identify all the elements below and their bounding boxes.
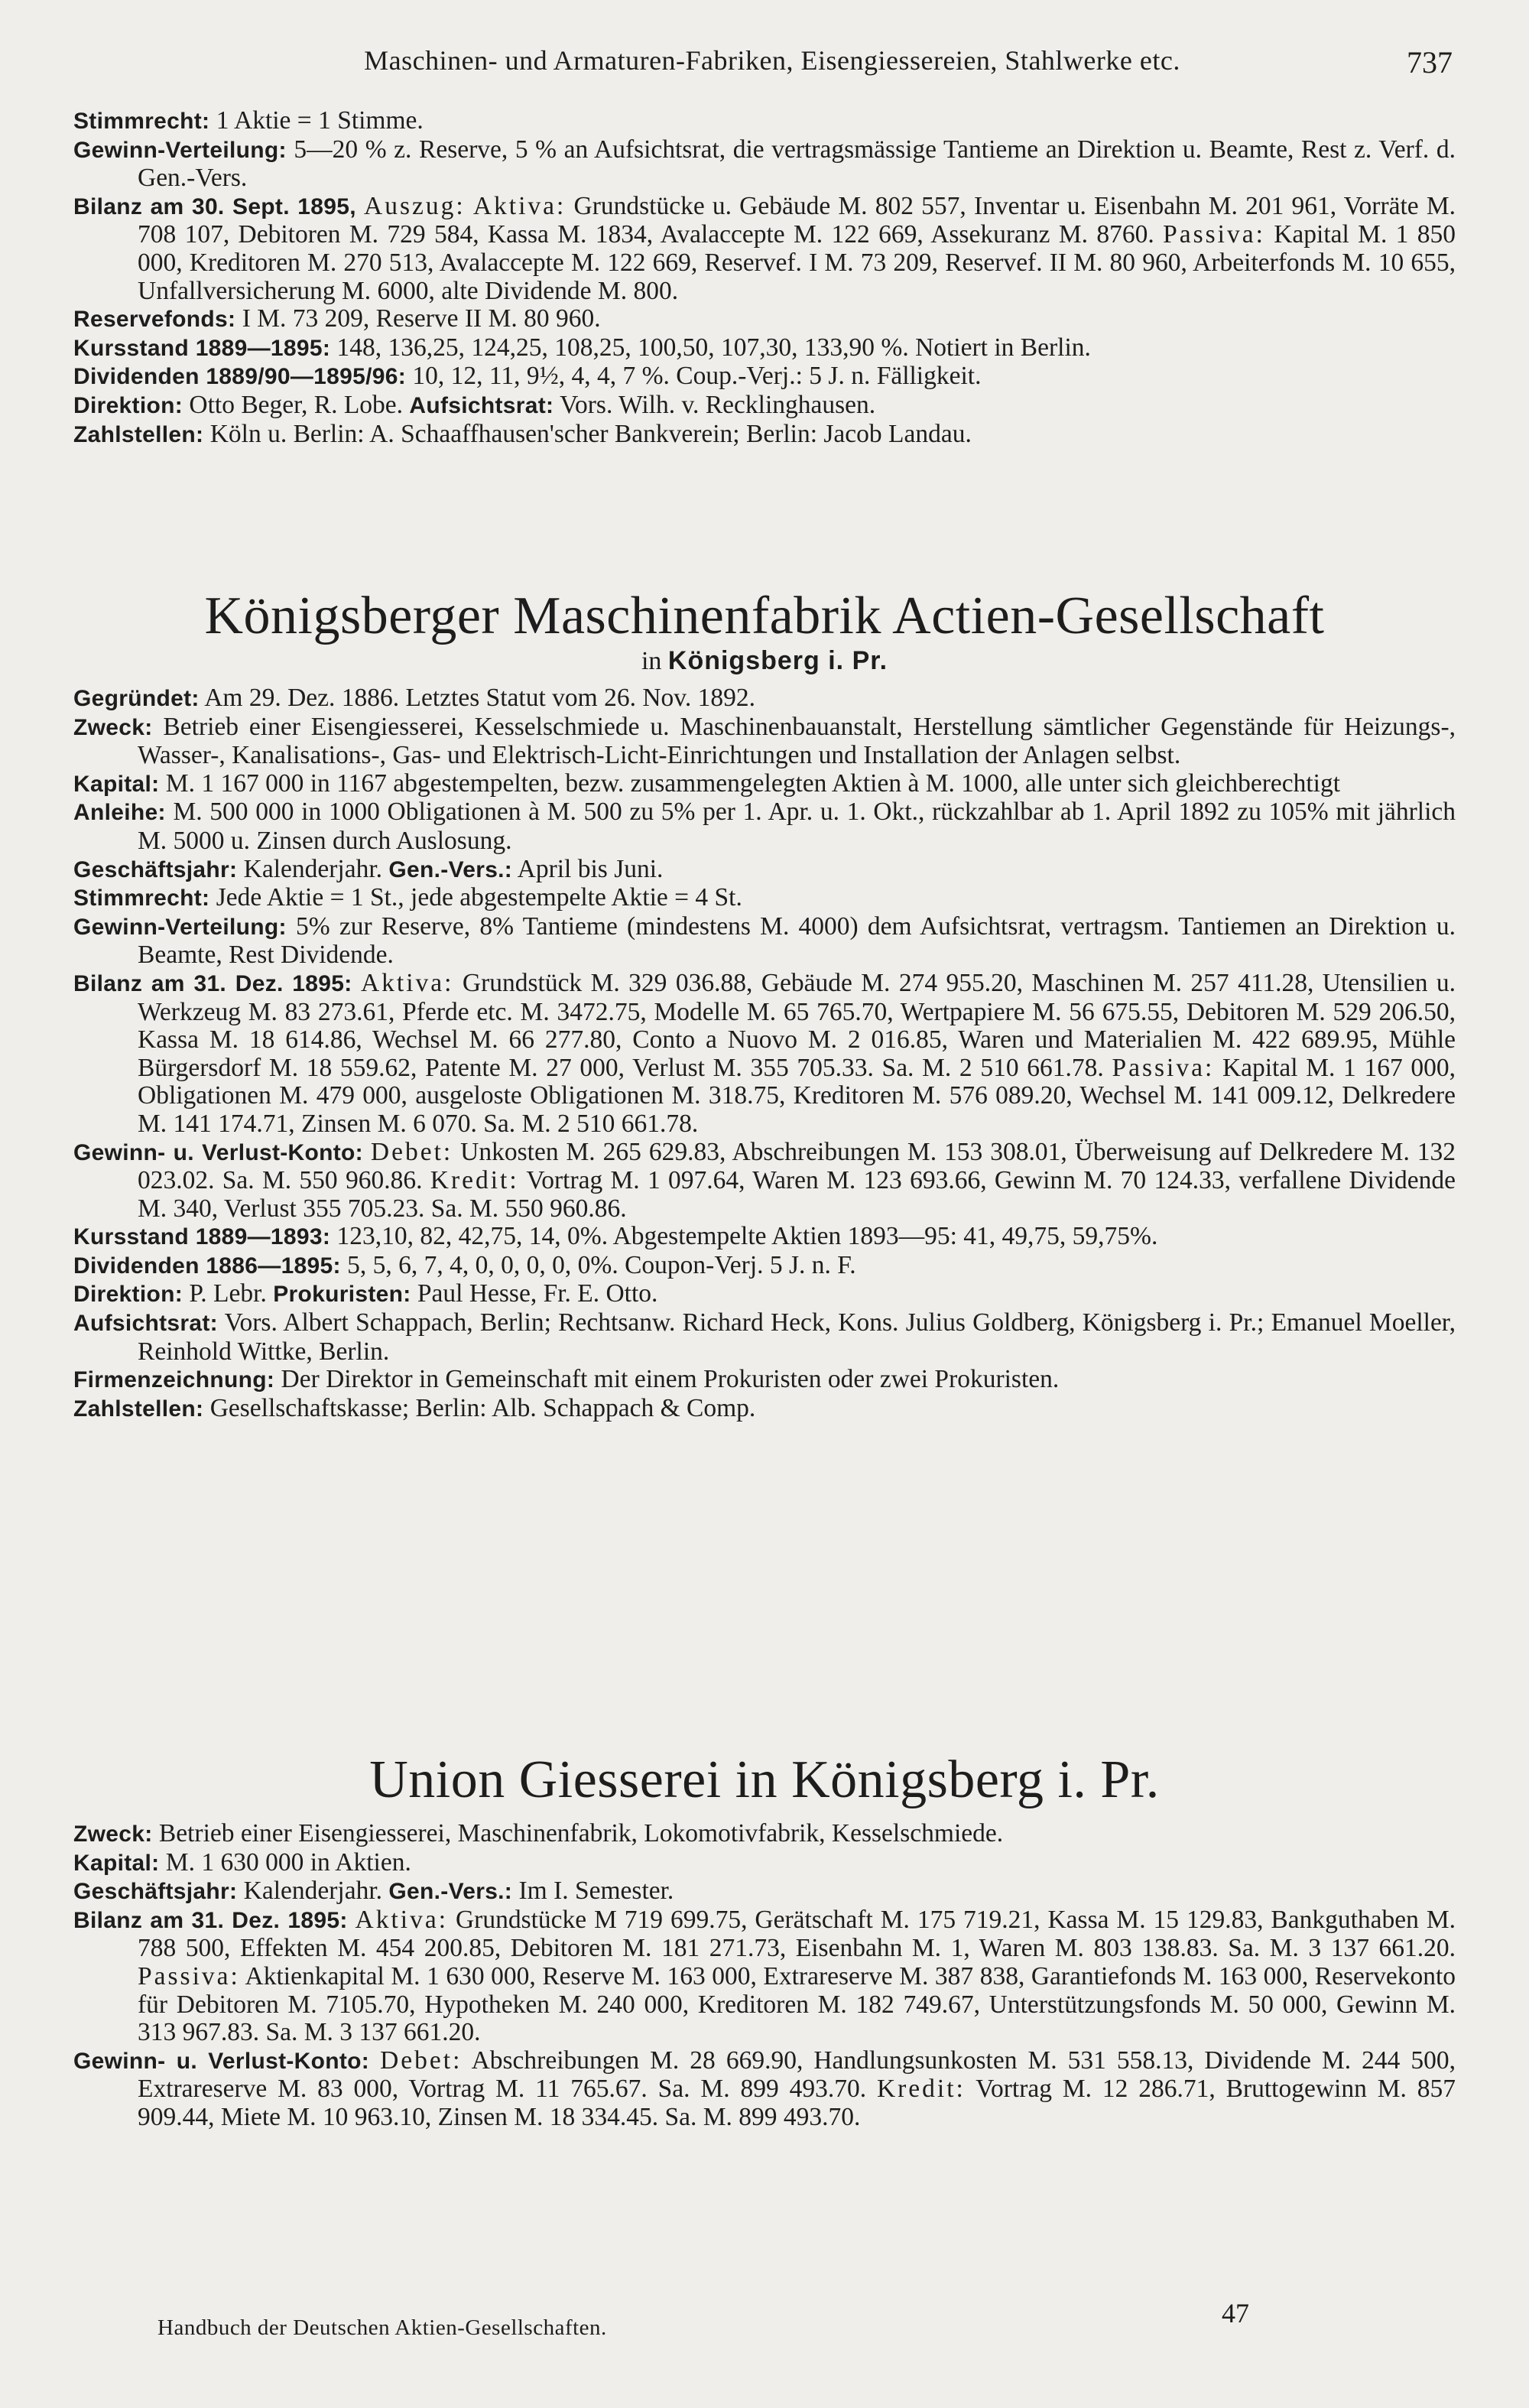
entry-stimmrecht: Stimmrecht: 1 Aktie = 1 Stimme. bbox=[73, 106, 424, 135]
entry-stimmrecht: Stimmrecht: Jede Aktie = 1 St., jede abgestempelte Aktie = 4 St. bbox=[73, 883, 742, 912]
entry-kursstand: Kursstand 1889—1895: 148, 136,25, 124,25, 108,25, 100,50, 107,30, 133,90 %. Notiert in Berlin. bbox=[73, 333, 1091, 362]
previous-company-section bbox=[73, 107, 1456, 449]
entry-geschaeftsjahr: Geschäftsjahr: Kalenderjahr. Gen.-Vers.: April bis Juni. bbox=[73, 854, 664, 883]
entry-direktion: Direktion: Otto Beger, R. Lobe. Aufsichtsrat: Vors. Wilh. v. Recklinghausen. bbox=[73, 390, 876, 419]
entry-kapital: Kapital: M. 1 630 000 in Aktien. bbox=[73, 1847, 411, 1877]
entry-gewinn-verteilung: Gewinn-Verteilung: 5—20 % z. Reserve, 5 % an Aufsichtsrat, die vertragsmässige Tantieme an Direktion u. Beamte, Rest z. Verf. d. Gen.-Vers. bbox=[73, 135, 1456, 193]
running-head-title: Maschinen- und Armaturen-Fabriken, Eisengiessereien, Stahlwerke etc. bbox=[364, 45, 1180, 76]
entry-zahlstellen: Zahlstellen: Köln u. Berlin: A. Schaaffhausen'scher Bankverein; Berlin: Jacob Landau. bbox=[73, 419, 972, 448]
entry-geschaeftsjahr: Geschäftsjahr: Kalenderjahr. Gen.-Vers.: Im I. Semester. bbox=[73, 1877, 674, 1906]
company-title-union: Union Giesserei in Königsberg i. Pr. bbox=[369, 1750, 1160, 1809]
footer-book-title: Handbuch der Deutschen Aktien-Gesellschaften. bbox=[157, 2315, 607, 2340]
entry-zweck: Zweck: Betrieb einer Eisengiesserei, Kesselschmiede u. Maschinenbauanstalt, Herstellung sämtlicher Gegenstände für Heizungs-, Wasser-, Kanalisations-, Gas- und Elektrisch-Licht-Einrichtungen und Installation der Anlagen selbst. bbox=[73, 712, 1456, 770]
entry-gewinn-verlust-konto: Gewinn- u. Verlust-Konto: Debet: Abschreibungen M. 28 669.90, Handlungsunkosten M. 531 558.13, Dividende M. 244 500, Extrareserve M. 83 000, Vortrag M. 11 765.67. Sa. M. 899 493.70. Kredit: Vortrag M. 12 286.71, Bruttogewinn M. 857 909.44, Miete M. 10 963.10, Zinsen M. 18 334.45. Sa. M. 899 493.70. bbox=[73, 2046, 1456, 2131]
entry-firmenzeichnung: Firmenzeichnung: Der Direktor in Gemeinschaft mit einem Prokuristen oder zwei Prokuristen. bbox=[73, 1365, 1060, 1394]
entry-gewinn-verlust-konto: Gewinn- u. Verlust-Konto: Debet: Unkosten M. 265 629.83, Abschreibungen M. 153 308.01, Überweisung auf Delkredere M. 132 023.02. Sa. M. 550 960.86. Kredit: Vortrag M. 1 097.64, Waren M. 123 693.66, Gewinn M. 70 124.33, verfallene Dividende M. 340, Verlust 355 705.23. Sa. M. 550 960.86. bbox=[73, 1137, 1456, 1223]
entry-bilanz: Bilanz am 31. Dez. 1895: Aktiva: Grundstücke M 719 699.75, Gerätschaft M. 175 719.21, Kassa M. 15 129.83, Bankguthaben M. 788 500, Effekten M. 454 200.85, Debitoren M. 181 271.73, Eisenbahn M. 1, Waren M. 803 138.83. Sa. M. 3 137 661.20. Passiva: Aktienkapital M. 1 630 000, Reserve M. 163 000, Extrareserve M. 387 838, Garantiefonds M. 163 000, Reservekonto für Debitoren M. 7105.70, Hypotheken M. 240 000, Kreditoren M. 182 749.67, Unterstützungsfonds M. 50 000, Gewinn M. 313 967.83. Sa. M. 3 137 661.20. bbox=[73, 1905, 1456, 2047]
entry-zweck: Zweck: Betrieb einer Eisengiesserei, Maschinenfabrik, Lokomotivfabrik, Kesselschmiede. bbox=[73, 1819, 1004, 1847]
entry-aufsichtsrat: Aufsichtsrat: Vors. Albert Schappach, Berlin; Rechtsanw. Richard Heck, Kons. Julius Goldberg, Königsberg i. Pr.; Emanuel Moeller, Reinhold Wittke, Berlin. bbox=[73, 1308, 1456, 1366]
entry-kapital: Kapital: M. 1 167 000 in 1167 abgestempelten, bezw. zusammengelegten Aktien à M. 1000, alle unter sich gleichberechtigt bbox=[73, 769, 1341, 798]
entry-bilanz: Bilanz am 31. Dez. 1895: Aktiva: Grundstück M. 329 036.88, Gebäude M. 274 955.20, Maschinen M. 257 411.28, Utensilien u. Werkzeug M. 83 273.61, Pferde etc. M. 3472.75, Modelle M. 65 765.70, Wertpapiere M. 56 675.55, Debitoren M. 529 206.50, Kassa M. 18 614.86, Wechsel M. 66 277.80, Conto a Nuovo M. 2 016.85, Waren und Materialien M. 422 689.95, Mühle Bürgersdorf M. 18 559.62, Patente M. 27 000, Verlust M. 355 705.33. Sa. M. 2 510 661.78. Passiva: Kapital M. 1 167 000, Obligationen M. 479 000, ausgeloste Obligationen M. 318.75, Kreditoren M. 576 089.20, Wechsel M. 141 009.12, Delkredere M. 141 174.71, Zinsen M. 6 070. Sa. M. 2 510 661.78. bbox=[73, 968, 1456, 1138]
entry-zahlstellen: Zahlstellen: Gesellschaftskasse; Berlin: Alb. Schappach & Comp. bbox=[73, 1393, 756, 1422]
entry-dividenden: Dividenden 1886—1895: 5, 5, 6, 7, 4, 0, 0, 0, 0, 0%. Coupon-Verj. 5 J. n. F. bbox=[73, 1250, 856, 1279]
page-number: 737 bbox=[1407, 45, 1453, 80]
entry-dividenden: Dividenden 1889/90—1895/96: 10, 12, 11, 9½, 4, 4, 7 %. Coup.-Verj.: 5 J. n. Fälligkeit. bbox=[73, 362, 982, 391]
koenigsberger-section bbox=[73, 587, 1456, 1423]
entry-kursstand: Kursstand 1889—1893: 123,10, 82, 42,75, 14, 0%. Abgestempelte Aktien 1893—95: 41, 49,75, 59,75%. bbox=[73, 1222, 1158, 1251]
running-head bbox=[92, 44, 1453, 90]
footer-sheet-number: 47 bbox=[1222, 2298, 1249, 2328]
company-title-koenigsberger: Königsberger Maschinenfabrik Actien-Gesellschaft bbox=[204, 587, 1325, 645]
entry-gegruendet: Gegründet: Am 29. Dez. 1886. Letztes Statut vom 26. Nov. 1892. bbox=[73, 684, 755, 712]
company-location: in Königsberg i. Pr. bbox=[641, 646, 888, 675]
entry-reservefonds: Reservefonds: I M. 73 209, Reserve II M. 80 960. bbox=[73, 304, 601, 333]
entry-direktion: Direktion: P. Lebr. Prokuristen: Paul Hesse, Fr. E. Otto. bbox=[73, 1279, 658, 1308]
union-section bbox=[73, 1751, 1456, 2132]
entry-bilanz: Bilanz am 30. Sept. 1895, Auszug: Aktiva: Grundstücke u. Gebäude M. 802 557, Inventar u. Eisenbahn M. 201 961, Vorräte M. 708 107, Debitoren M. 729 584, Kassa M. 1834, Avalaccepte M. 122 669, Assekuranz M. 8760. Passiva: Kapital M. 1 850 000, Kreditoren M. 270 513, Avalaccepte M. 122 669, Reservef. I M. 73 209, Reservef. II M. 80 960, Arbeiterfonds M. 10 655, Unfallversicherung M. 6000, alte Dividende M. 800. bbox=[73, 191, 1456, 305]
entry-gewinn-verteilung: Gewinn-Verteilung: 5% zur Reserve, 8% Tantieme (mindestens M. 4000) dem Aufsichtsrat, vertragsm. Tantiemen an Direktion u. Beamte, Rest Dividende. bbox=[73, 912, 1456, 970]
entry-anleihe: Anleihe: M. 500 000 in 1000 Obligationen à M. 500 zu 5% per 1. Apr. u. 1. Okt., rückzahlbar ab 1. April 1892 zu 105% mit jährlich M. 5000 u. Zinsen durch Auslosung. bbox=[73, 798, 1456, 855]
